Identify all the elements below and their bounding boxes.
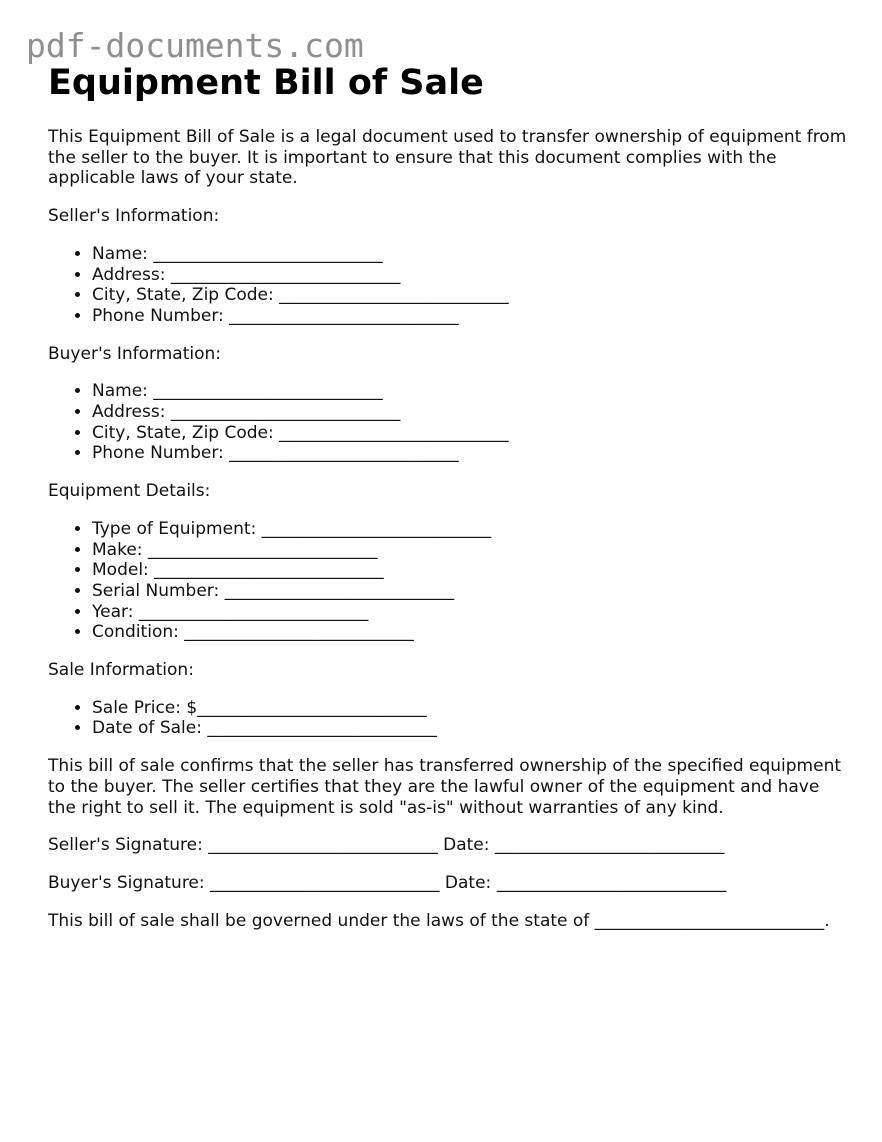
equipment-year-field: • Year: ___________________________ <box>92 602 848 623</box>
document-title: Equipment Bill of Sale <box>48 63 484 103</box>
equipment-serial-field: • Serial Number: ___________________________ <box>92 581 848 602</box>
seller-signature-line: Seller's Signature: ___________________________ Date: ___________________________ <box>48 835 725 856</box>
seller-address-field: • Address: ___________________________ <box>92 265 848 286</box>
equipment-condition-field: • Condition: ___________________________ <box>92 622 848 643</box>
buyer-phone-field: • Phone Number: ___________________________ <box>92 443 848 464</box>
buyer-fields-list <box>48 381 848 464</box>
equipment-fields-list <box>48 519 848 643</box>
seller-heading: Seller's Information: <box>48 206 220 227</box>
watermark: pdf-documents.com <box>26 26 364 65</box>
sale-fields-list <box>48 698 848 739</box>
sale-price-field: • Sale Price: $___________________________ <box>92 698 848 719</box>
buyer-address-field: • Address: ___________________________ <box>92 402 848 423</box>
document-page <box>48 60 848 931</box>
buyer-city-state-zip-field: • City, State, Zip Code: ___________________________ <box>92 423 848 444</box>
buyer-heading: Buyer's Information: <box>48 343 222 364</box>
buyer-name-field: • Name: ___________________________ <box>92 381 848 402</box>
intro-paragraph: This Equipment Bill of Sale is a legal document used to transfer ownership of equipment from the seller to the buyer. It is important to ensure that this document complies with the applicable laws of your state. <box>48 127 847 189</box>
seller-fields-list <box>48 244 848 327</box>
equipment-heading: Equipment Details: <box>48 481 211 502</box>
confirmation-paragraph: This bill of sale confirms that the seller has transferred ownership of the specified equipment to the buyer. The seller certifies that they are the lawful owner of the equipment and have the right to sell it. The equipment is sold "as-is" without warranties of any kind. <box>48 756 842 818</box>
seller-city-state-zip-field: • City, State, Zip Code: ___________________________ <box>92 285 848 306</box>
equipment-model-field: • Model: ___________________________ <box>92 560 848 581</box>
governing-law-paragraph: This bill of sale shall be governed under the laws of the state of ___________________________. <box>48 910 830 931</box>
seller-name-field: • Name: ___________________________ <box>92 244 848 265</box>
equipment-make-field: • Make: ___________________________ <box>92 540 848 561</box>
sale-date-field: • Date of Sale: ___________________________ <box>92 718 848 739</box>
sale-heading: Sale Information: <box>48 660 194 681</box>
buyer-signature-line: Buyer's Signature: ___________________________ Date: ___________________________ <box>48 872 727 893</box>
equipment-type-field: • Type of Equipment: ___________________________ <box>92 519 848 540</box>
seller-phone-field: • Phone Number: ___________________________ <box>92 306 848 327</box>
